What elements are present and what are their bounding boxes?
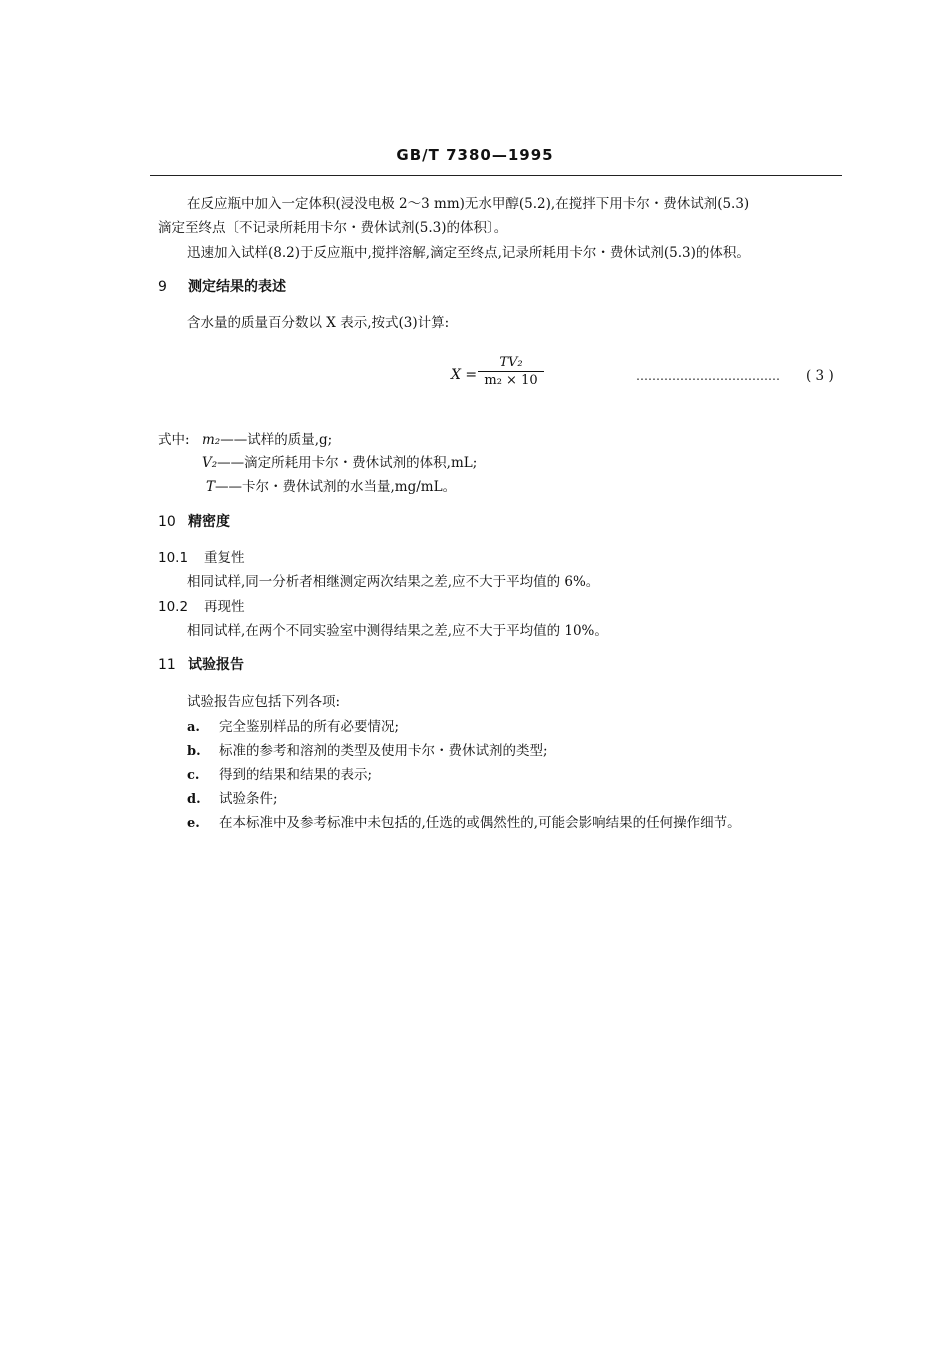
list-item-label: e. <box>187 816 200 831</box>
section-9-number: 9 <box>158 279 167 295</box>
subsection-title: 重复性 <box>204 550 245 566</box>
list-item-text: 标准的参考和溶剂的类型及使用卡尔・费休试剂的类型; <box>219 743 548 759</box>
list-item <box>187 787 278 807</box>
section-10-title: 精密度 <box>188 514 230 530</box>
procedure-para2: 迅速加入试样(8.2)于反应瓶中,搅拌溶解,滴定至终点,记录所耗用卡尔・费休试剂(5.3)的体积。 <box>187 245 750 261</box>
list-item <box>187 715 399 735</box>
subsection-number: 10.2 <box>158 599 189 615</box>
definition-symbol: T <box>206 479 216 495</box>
list-item-text: 试验条件; <box>219 791 278 807</box>
subsection-number: 10.1 <box>158 550 189 566</box>
formula-numerator: TV₂ <box>499 355 523 370</box>
definition-dash: —— <box>217 455 245 471</box>
formula-denominator: m₂ × 10 <box>484 373 538 388</box>
list-item-text: 得到的结果和结果的表示; <box>219 767 373 783</box>
section-10-number: 10 <box>158 514 176 530</box>
definition-symbol: m₂ <box>202 432 221 448</box>
definition-row <box>206 475 456 495</box>
definition-text: 试样的质量,g; <box>247 432 333 448</box>
section-11-title: 试验报告 <box>188 657 244 673</box>
definition-text: 滴定所耗用卡尔・费休试剂的体积,mL; <box>244 455 478 471</box>
section-9-heading <box>158 276 286 296</box>
definition-row <box>202 451 477 471</box>
list-item-label: a. <box>187 720 200 735</box>
definition-row <box>202 428 332 448</box>
subsection-heading <box>158 546 245 566</box>
section-11-intro: 试验报告应包括下列各项: <box>187 694 341 710</box>
header-rule <box>150 175 842 176</box>
section-9-intro: 含水量的质量百分数以 X 表示,按式(3)计算: <box>187 315 450 331</box>
subsection-title: 再现性 <box>204 599 245 615</box>
list-item <box>187 763 372 783</box>
procedure-para1-line1: 在反应瓶中加入一定体积(浸没电极 2～3 mm)无水甲醇(5.2),在搅拌下用卡尔・费休试剂(5.3) <box>187 196 750 212</box>
formula-leader-dots: ……………………………… <box>636 369 780 383</box>
procedure-para1-line2: 滴定至终点〔不记录所耗用卡尔・费休试剂(5.3)的体积〕。 <box>158 220 508 236</box>
formula-fraction <box>478 355 544 388</box>
subsection-heading <box>158 595 245 615</box>
section-11-number: 11 <box>158 657 176 673</box>
definition-dash: —— <box>220 432 248 448</box>
list-item-text: 完全鉴别样品的所有必要情况; <box>219 719 400 735</box>
subsection-text: 相同试样,同一分析者相继测定两次结果之差,应不大于平均值的 6%。 <box>187 574 600 590</box>
list-item-label: c. <box>187 768 200 783</box>
definition-dash: —— <box>215 479 243 495</box>
section-10-heading <box>158 511 230 531</box>
section-9-title: 测定结果的表述 <box>188 279 286 295</box>
where-label: 式中: <box>158 432 190 448</box>
list-item-label: b. <box>187 744 201 759</box>
list-item <box>187 739 548 759</box>
formula-equation-number: ( 3 ) <box>806 368 834 384</box>
formula-lhs: X = <box>451 367 478 383</box>
definition-symbol: V₂ <box>202 455 218 471</box>
subsection-text: 相同试样,在两个不同实验室中测得结果之差,应不大于平均值的 10%。 <box>187 623 608 639</box>
list-item <box>187 811 741 831</box>
standard-code-header: GB/T 7380—1995 <box>396 146 554 164</box>
list-item-label: d. <box>187 792 201 807</box>
definition-text: 卡尔・费休试剂的水当量,mg/mL。 <box>242 479 457 495</box>
section-11-heading <box>158 654 244 674</box>
list-item-text: 在本标准中及参考标准中未包括的,任选的或偶然性的,可能会影响结果的任何操作细节。 <box>219 815 741 831</box>
